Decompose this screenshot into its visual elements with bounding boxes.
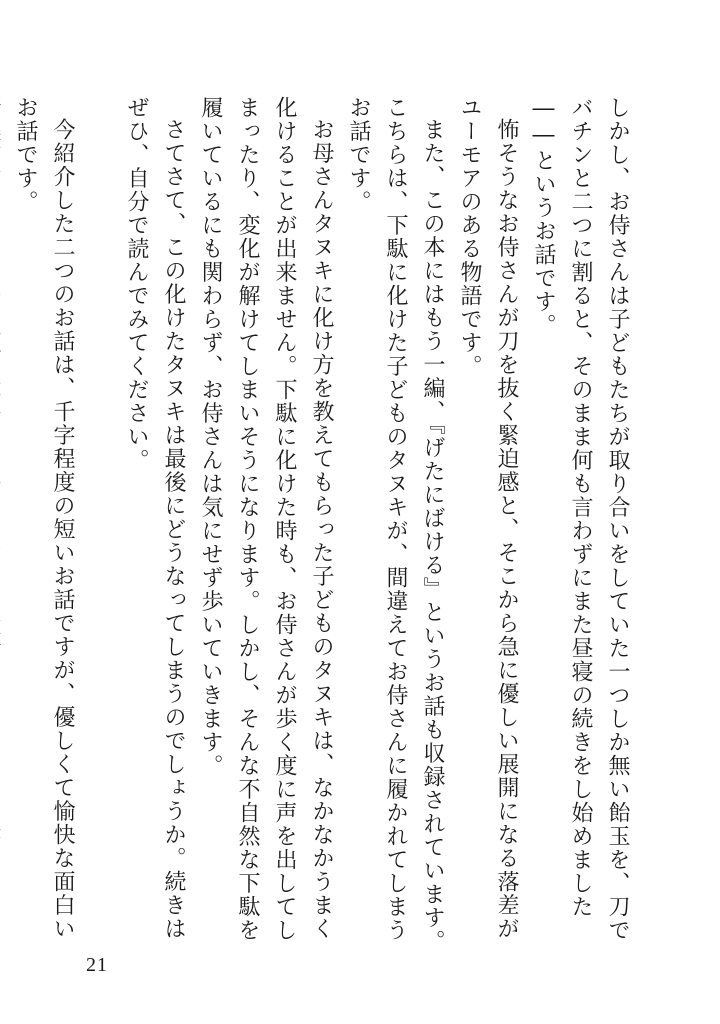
body-text (13, 96, 636, 956)
paragraph: お母さんタヌキに化け方を教えてもらった子どものタヌキは、なかなかうまく化けることが出来ません。下駄に化けた時も、お侍さんが歩く度に声を出してしまったり、変化が解けてしまいそうになります。しかし、そんな不自然な下駄を履いているにも関わらず、お侍さんは気にせず歩いていきます。 (198, 96, 334, 942)
paragraph: しかし、お侍さんは子どもたちが取り合いをしていた一つしか無い飴玉を、刀でバチンと二つに割ると、そのまま何も言わずにまた昼寝の続きをし始めました――というお話です。 (531, 96, 630, 942)
paragraph (0, 96, 7, 956)
paragraph: さてさて、この化けたタヌキは最後にどうなってしまうのでしょうか。続きはぜひ、自分で読んでみてください。 (124, 96, 186, 941)
paragraph: 今紹介した二つのお話は、千字程度の短いお話ですが、優しくて愉快な面白いお話です。 (13, 96, 75, 941)
paragraph: 怖そうなお侍さんが刀を抜く緊迫感と、そこから急に優しい展開になる落差がユーモアのある物語です。 (457, 96, 519, 941)
page-number: 21 (86, 954, 108, 976)
paragraph: また、この本にはもう一編、『げたにばける』というお話も収録されています。こちらは、下駄に化けた子どものタヌキが、間違えてお侍さんに履かれてしまうお話です。 (346, 96, 445, 953)
blank-line (81, 96, 118, 956)
